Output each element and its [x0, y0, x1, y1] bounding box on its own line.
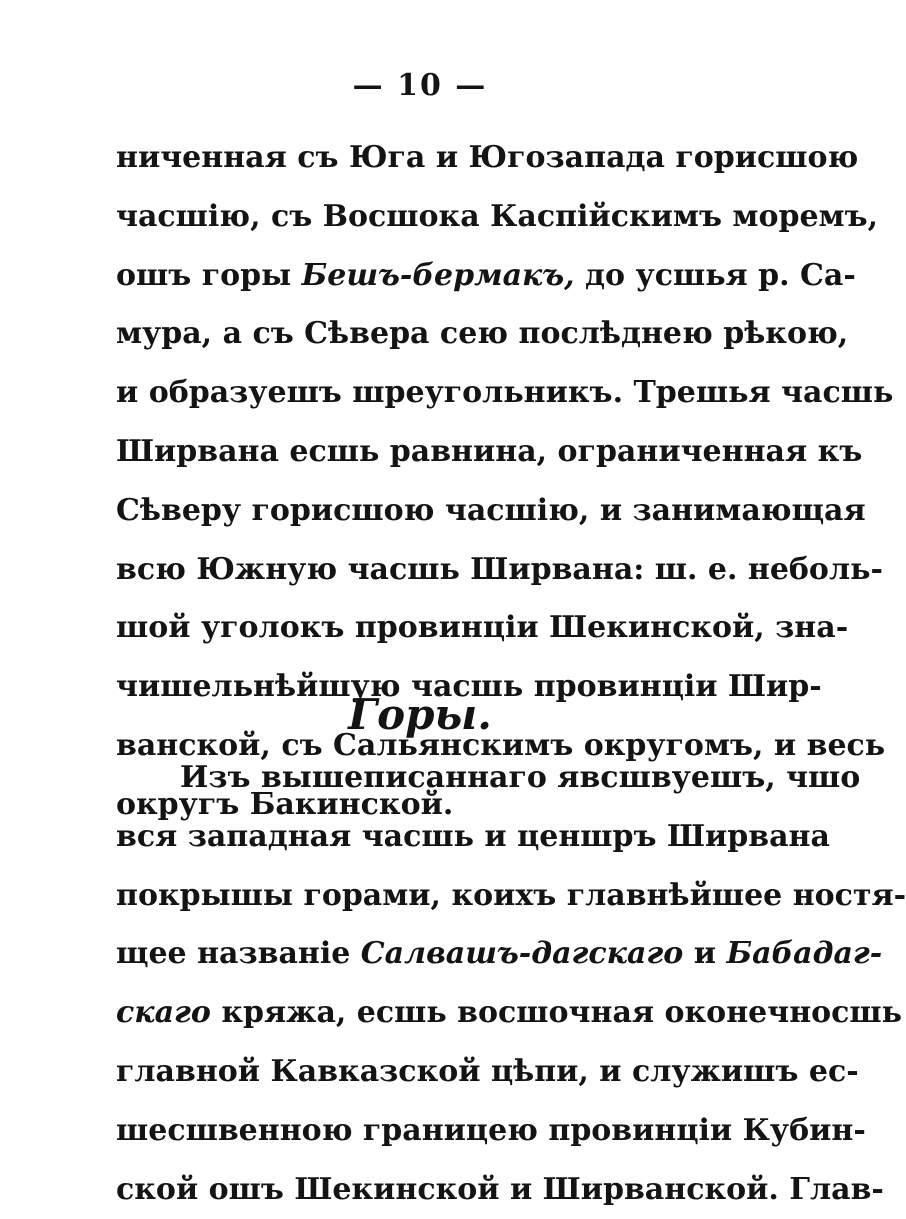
text-line: [116, 129, 859, 188]
text-span: щее названіе: [116, 936, 361, 972]
text-line: [116, 423, 863, 482]
text-span: и: [683, 936, 727, 972]
text-span: часшію, съ Восшока Каспійскимъ моремъ,: [116, 198, 879, 234]
text-span: всю Южную часшь Ширвана: ш. е. неболь-: [116, 551, 883, 587]
text-line: [116, 188, 879, 247]
text-span: Изъ вышеписаннаго явсшвуешъ, чшо: [180, 760, 861, 795]
text-span: округъ Бакинской.: [116, 786, 454, 822]
text-span: кряжа, есшь восшочная оконечносшь: [210, 995, 903, 1031]
text-line: [116, 749, 861, 808]
text-span: ниченная съ Юга и Югозапада горисшою: [116, 140, 859, 175]
italic-term: Бабадаг-: [726, 936, 883, 972]
text-line: [116, 1102, 866, 1161]
text-span: шой уголокъ провинціи Шекинской, зна-: [116, 610, 849, 646]
text-line: [116, 867, 906, 926]
text-line: [116, 364, 894, 423]
text-span: шесшвенною границею провинціи Кубин-: [116, 1112, 866, 1148]
text-line: [116, 599, 849, 658]
text-span: главной Кавказской цѣпи, и служишъ ес-: [116, 1053, 859, 1089]
paragraph-2: [116, 749, 906, 1219]
section-heading: Горы.: [348, 690, 492, 739]
text-span: ской ошъ Шекинской и Ширванской. Глав-: [116, 1171, 884, 1207]
italic-term: Бешъ-бермакъ,: [301, 257, 575, 293]
text-span: покрышы горами, коихъ главнѣйшее ностя-: [116, 877, 906, 913]
text-line: [116, 247, 856, 306]
text-span: до усшья р. Са-: [574, 257, 856, 293]
italic-term: Салвашъ-дагскаго: [360, 936, 684, 972]
text-line: [116, 482, 866, 541]
text-line: [116, 984, 903, 1043]
text-span: и образуешъ шреугольникъ. Трешья часшь: [116, 375, 894, 411]
text-line: [116, 541, 883, 600]
italic-term: скаго: [116, 995, 211, 1031]
text-span: Ширвана есшь равнина, ограниченная къ: [116, 433, 863, 469]
text-span: чишельнѣйшую часшь провинціи Шир-: [116, 669, 822, 705]
text-line: [116, 808, 830, 867]
page-number: — 10 —: [352, 68, 488, 103]
text-span: Сѣверу горисшою часшію, и занимающая: [116, 492, 866, 528]
text-span: ванской, съ Сальянскимъ округомъ, и весь: [116, 727, 886, 763]
text-span: мура, а съ Сѣвера сею послѣднею рѣкою,: [116, 316, 849, 352]
text-span: вся западная часшь и ценшръ Ширвана: [116, 818, 830, 854]
text-span: ошъ горы: [116, 257, 302, 293]
text-line: [116, 925, 883, 984]
text-line: [116, 1161, 884, 1219]
text-line: [116, 1043, 859, 1102]
text-line: [116, 305, 849, 364]
